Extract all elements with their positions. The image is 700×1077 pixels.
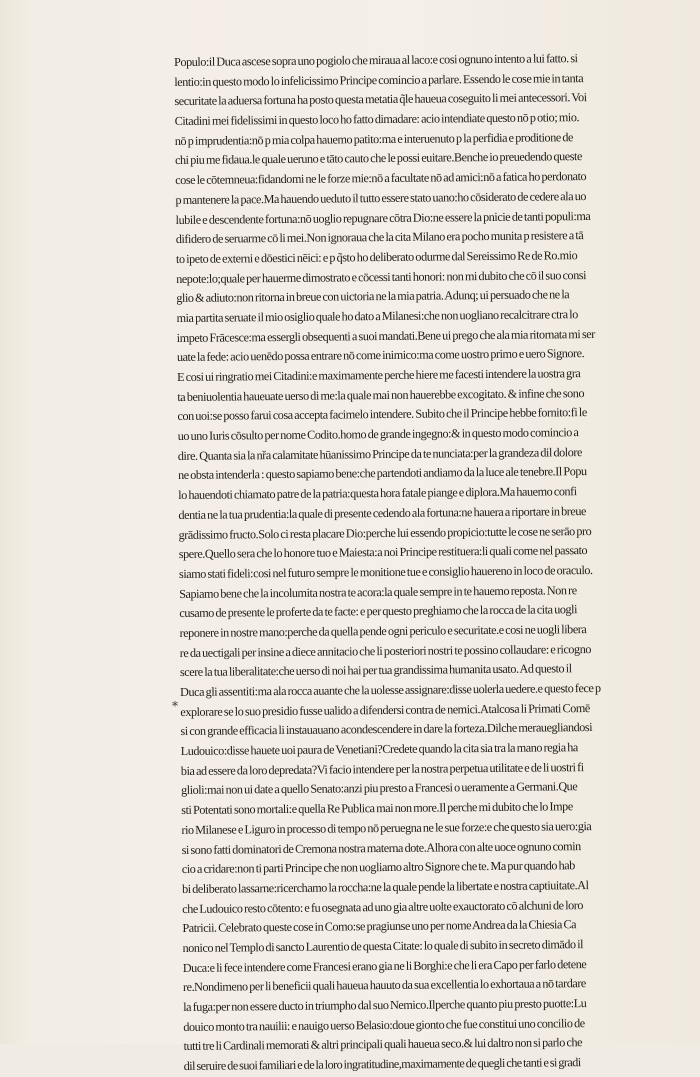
text-line: bi deliberato lassarne:ricerchamo la roccha:ne la quale pende la libertate e nostra captiuitate.Al bbox=[181, 877, 589, 896]
text-line: tutti tre li Cardinali memorati & altri principali quali haueua seco.& lui daltro non si parlo che bbox=[183, 1035, 583, 1054]
text-line: uate la fede: acio uenēdo possa entrare nō come inimico:ma come uostro primo e uero Signore. bbox=[176, 346, 585, 365]
text-line: dire. Quanta sia la nřa calamitate hūanissimo Principe da te nunciata:per la grandeza dil dolore bbox=[177, 444, 582, 463]
text-line: si con grande efficacia li instauauano acondescendere in dare la forteza.Dilche merauegliandosi bbox=[180, 720, 593, 739]
text-line: p mantenere la pace.Ma hauendo ueduto il tutto essere stato uano:ho cōsiderato de cedere ala uo bbox=[175, 188, 587, 207]
text-line: dil seruire de suoi familiari e de la loro ingratitudine,maximamente de quegli che tanti e si gradi bbox=[183, 1055, 581, 1074]
text-line: bia ad essere da loro depredata?Vi facio intendere per la nostra perpetua utilitate e de li uostri fi bbox=[180, 759, 584, 778]
text-line: cio a cridare:non ti parti Principe che non uogliamo altro Signore che te. Ma pur quando hab bbox=[181, 858, 575, 877]
text-line: si sono fatti dominatori de Cremona nostra materna dote.Alhora con alte uoce ognuno comin bbox=[181, 838, 581, 857]
text-line: reponere in nostre mano:perche da quella pende ogni periculo e securitate.e cosi ne uogli libera bbox=[179, 622, 587, 640]
text-line: sti Potentati sono mortali:e quella Re Publica mai non more.Il perche mi dubito che lo Impe bbox=[181, 799, 573, 818]
text-line: spere.Quello sera che lo honore tuo e Maiesta:a noi Principe restituera:li quali come nel passato bbox=[178, 543, 588, 562]
text-line: difidero de seruarme cō li mei.Non ignoraua che la cita Milano era pocho munita p resistere a tā bbox=[175, 228, 584, 247]
text-line: Populo:il Duca ascese sopra uno pogiolo che miraua al laco:e cosi ognuno intento a lui fatto. si bbox=[174, 51, 578, 69]
text-column bbox=[174, 48, 664, 1076]
marginal-mark: * bbox=[172, 699, 178, 713]
text-line: re.Nondimeno per li beneficii quali haueua hauuto da sua excellentia lo exhortaua a nō tardare bbox=[182, 976, 586, 995]
text-line: lubile e descendente fortuna:nō uoglio repugnare cōtra Dio:ne essere la pnicie de tanti populi:ma bbox=[175, 208, 591, 227]
text-line: Ludouico:disse hauete uoi paura de Venetiani?Credete quando la cita sia tra la mano regia ha bbox=[180, 740, 578, 759]
text-line: Duca:e li fece intendere come Francesi erano gia ne li Borghi:e che li era Capo per farlo detene bbox=[182, 956, 587, 975]
text-line: Citadini mei fidelissimi in questo loco ho fatto dimadare: acio intendiate questo nō p otio; mio. bbox=[174, 110, 580, 129]
text-line: nepote:lo;quale per hauerme dimostrato e cōcessi tanti honori: non mi dubito che cō il suo consi bbox=[176, 267, 587, 286]
text-line: ne obsta intenderla : questo sapiamo bene:che partendoti andiamo da la luce ale tenebre.Il Popu bbox=[177, 464, 587, 483]
text-line: uo uno Iuris cōsulto per nome Codito.homo de grande ingegno:& in questo modo comincio a bbox=[177, 425, 579, 444]
text-line: rio Milanese e Liguro in processo di tempo nō peruegna ne le sue forze:e che questo sia uero:gia bbox=[181, 818, 592, 837]
text-line: Duca gli assentiti:ma ala rocca auante che la uolesse assignare:disse uolerla uedere.e questo fece p bbox=[180, 680, 601, 699]
text-line: to ipeto de externi e dōestici nēici: e p q̃sto ho deliberato odurme dal Sereissimo Re de Ro.mio bbox=[175, 248, 578, 266]
text-line: nonico nel Templo di sancto Laurentio de questa Citate: lo quale di subito in secreto dimādo il bbox=[182, 937, 584, 955]
text-line: che Ludouico resto cōtento: e fu osegnata ad uno gia altre uolte exauctorato cō alchuni de loro bbox=[182, 897, 584, 916]
text-line: dentia ne la tua prudentia:la quale di presente cedendo ala fortuna:ne hauera a riportare in breue bbox=[178, 503, 587, 522]
text-line: glio & adiuto:non ritorna in breue con uictoria ne la mia patria. Adunq; ui persuado che ne la bbox=[176, 287, 570, 306]
text-line: con uoi:se posso farui cosa accepta facimelo intendere. Subito che il Principe hebbe fornito:fi le bbox=[177, 405, 587, 424]
text-line: siamo stati fideli:cosi nel futuro sempre le monitione tue e consiglio hauereno in loco de oraculo. bbox=[178, 562, 593, 581]
text-line: la fuga:per non essere ducto in triumpho dal suo Nemico.Ilperche quanto piu presto puotte:Lu bbox=[183, 996, 587, 1014]
text-line: cose le cōtemneua:fidandomi ne le forze mie:nō a facultate nō ad amici:nō a fatica ho perdonato bbox=[175, 169, 587, 188]
text-line: chi piu me fidaua.le quale ueruno e tāto cauto che le possi euitare.Benche io preuedendo queste bbox=[174, 149, 582, 168]
text-line: E cosi ui ringratio mei Citadini:e maximamente perche hiere me facesti intendere la uostra gra bbox=[177, 366, 581, 384]
text-line: re da uectigali per insine a diece annitacio che li posteriori nostri te possino collaudare: e ricogno bbox=[179, 641, 592, 660]
text-line: impeto Frācesce:ma essergli obsequenti a suoi mandati.Bene ui prego che ala mia ritornata mi ser bbox=[176, 326, 595, 345]
text-line: cusamo de presente le proferte da te facte: e per questo preghiamo che la rocca de la cita uogli bbox=[179, 602, 578, 621]
text-line: lentio:in questo modo lo infelicissimo Principe comincio a parlare. Essendo le cose mie in tanta bbox=[174, 70, 584, 89]
text-line: explorare se lo suo presidio fusse ualido a difendersi contra de nemici.Atalcosa li Primati Comē bbox=[180, 700, 590, 719]
text-line: lo hauendoti chiamato patre de la patria:questa hora fatale piange e diplora.Ma hauemo confi bbox=[178, 484, 577, 503]
text-line: grādissimo fructo.Solo ci resta placare Dio:perche lui essendo propicio:tutte le cose ne serāo pro bbox=[178, 523, 592, 542]
text-line: douico monto tra nauilii: e nauigo uerso Belasio:doue gionto che fue constitui uno concilio de bbox=[183, 1015, 585, 1034]
text-line: ta beniuolentia haueuate uerso di me:la quale mai non hauerebbe excogitato. & infine che sono bbox=[177, 385, 585, 404]
text-line: securitate la aduersa fortuna ha posto questa metatia q̃le haueua coseguito li mei antecessori. Voi bbox=[174, 90, 587, 109]
text-line: nō p imprudentia:nō p mia colpa hauemo patito:ma e interuenuto p la perfidia e proditione de bbox=[174, 129, 574, 148]
text-line: Patricii. Celebrato queste cose in Como:se pragiunse uno per nome Andrea da la Chiesia Ca bbox=[182, 917, 577, 936]
text-line: mia partita seruate il mio osiglio quale ho dato a Milanesi:che non uogliano recalcitrare ctra lo bbox=[176, 307, 578, 325]
text-line: glioli:mai non ui date a quello Senato:anzi piu presto a Francesi o ueramente a Germani.Que bbox=[181, 779, 578, 798]
text-line: Sapiamo bene che la incolumita nostra te acora:la quale sempre in te hauemo reposta. Non re bbox=[179, 582, 577, 601]
text-line: scere la tua liberalitate:che uerso di noi hai per tua grandissima humanita usato. Ad questo il bbox=[179, 661, 572, 680]
